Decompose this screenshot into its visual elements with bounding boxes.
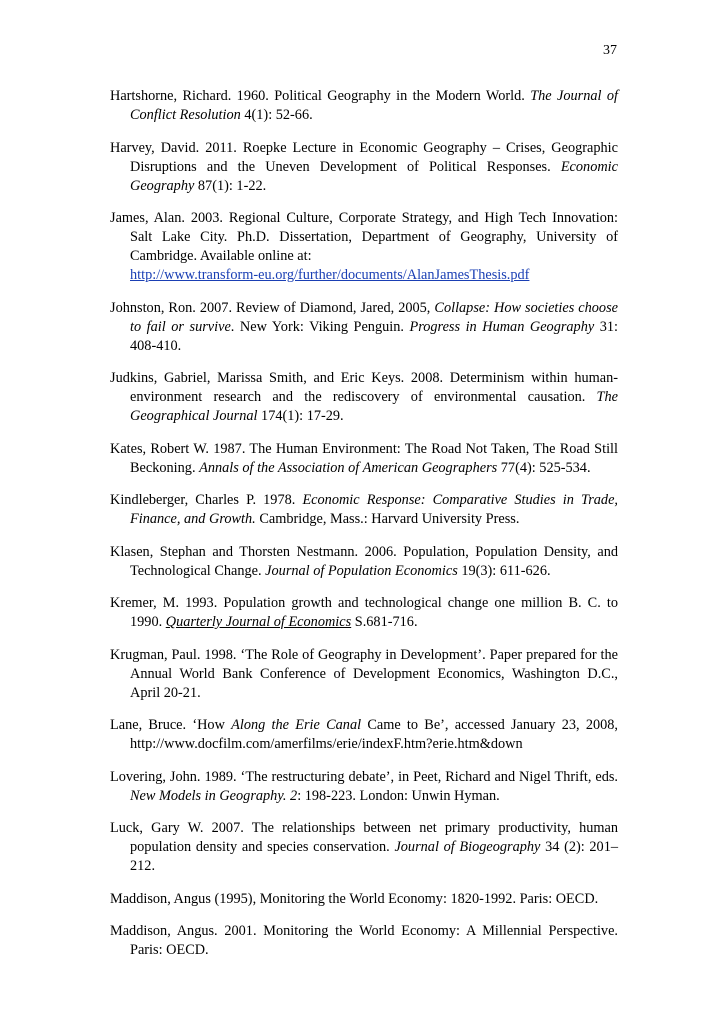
reference-text: Johnston, Ron. 2007. Review of Diamond, Jared, 2005, [110, 299, 435, 316]
reference-entry [110, 299, 618, 356]
reference-italic-title: Annals of the Association of American Geographers [199, 459, 498, 476]
reference-text: : 198-223. London: Unwin Hyman. [297, 787, 500, 804]
reference-entry [110, 209, 618, 285]
page-number: 37 [603, 43, 617, 58]
reference-text: Luck, Gary W. 2007. The relationships between net primary productivity, human population density and species conservation. [110, 820, 618, 855]
reference-text: Klasen, Stephan and Thorsten Nestmann. 2006. Population, Population Density, and Technological Change. [110, 543, 618, 579]
reference-text: Came to Be’, accessed January 23, 2008, http://www.docfilm.com/amerfilms/erie/indexF.htm?erie.htm&down [130, 717, 618, 752]
reference-url-line [130, 266, 618, 285]
reference-text: 31: 408-410. [130, 318, 619, 354]
reference-italic-title: Along the Erie Canal [231, 717, 362, 733]
reference-entry [110, 594, 618, 632]
reference-text: Maddison, Angus. 2001. Monitoring the World Economy: A Millennial Perspective. Paris: OECD. [110, 923, 618, 958]
reference-text: Krugman, Paul. 1998. ‘The Role of Geography in Development’. Paper prepared for the Annual World Bank Conference of Development Economics, Washington D.C., April 20-21. [110, 646, 618, 701]
reference-entry [110, 440, 618, 478]
reference-entry [110, 768, 618, 806]
reference-entry [110, 890, 618, 909]
reference-italic-title: The Journal of Conflict Resolution [130, 88, 618, 123]
reference-entry [110, 819, 618, 876]
reference-text: . New York: Viking Penguin. [230, 318, 410, 335]
reference-entry [110, 491, 618, 529]
reference-text: Kremer, M. 1993. Population growth and technological change one million B. C. to 1990. [110, 595, 618, 630]
reference-italic-title: Journal of Biogeography [394, 839, 541, 855]
reference-italic-title: Economic Response: Comparative Studies in Trade, Finance, and Growth. [130, 492, 618, 527]
reference-entry [110, 646, 618, 703]
reference-text: 174(1): 17-29. [257, 408, 344, 424]
reference-entry [110, 139, 618, 196]
reference-text: 77(4): 525-534. [497, 459, 591, 476]
reference-text: 34 (2): 201–212. [130, 839, 618, 874]
reference-entry [110, 87, 618, 125]
reference-text: Cambridge, Mass.: Harvard University Press. [255, 511, 520, 527]
reference-italic-title: Quarterly Journal of Economics [165, 614, 352, 630]
reference-italic-title: New Models in Geography. 2 [130, 787, 298, 804]
reference-italic-title: Economic Geography [130, 158, 618, 194]
reference-link[interactable]: http://www.transform-eu.org/further/documents/AlanJamesThesis.pdf [130, 267, 530, 283]
reference-entry [110, 716, 618, 754]
reference-text: 87(1): 1-22. [194, 177, 267, 194]
reference-text: 19(3): 611-626. [457, 562, 551, 579]
reference-text: Lane, Bruce. ‘How [110, 717, 232, 733]
reference-entry [110, 369, 618, 426]
reference-italic-title: The Geographical Journal [130, 389, 618, 424]
reference-entry [110, 922, 618, 960]
reference-text: S.681-716. [351, 614, 418, 630]
reference-italic-title: Collapse: How societies choose to fail or survive [130, 299, 618, 335]
reference-text: Kates, Robert W. 1987. The Human Environment: The Road Not Taken, The Road Still Beckoning. [110, 440, 618, 476]
reference-text: Harvey, David. 2011. Roepke Lecture in Economic Geography – Crises, Geographic Disruptions and the Uneven Development of Political Responses. [110, 139, 618, 175]
reference-text: Maddison, Angus (1995), Monitoring the World Economy: 1820-1992. Paris: OECD. [110, 890, 599, 907]
reference-list [110, 87, 618, 974]
reference-text: Lovering, John. 1989. ‘The restructuring debate’, in Peet, Richard and Nigel Thrift, eds. [110, 768, 618, 785]
reference-text: Hartshorne, Richard. 1960. Political Geography in the Modern World. [110, 88, 531, 104]
reference-italic-title: Journal of Population Economics [265, 562, 458, 579]
reference-text: James, Alan. 2003. Regional Culture, Corporate Strategy, and High Tech Innovation: Salt Lake City. Ph.D. Dissertation, Department of Geography, University of Cambridge. Available online at: [110, 210, 618, 264]
reference-entry [110, 543, 618, 581]
reference-italic-title: Progress in Human Geography [409, 318, 595, 335]
reference-text: Judkins, Gabriel, Marissa Smith, and Eric Keys. 2008. Determinism within human-environment research and the rediscovery of environmental causation. [110, 370, 618, 405]
reference-text: 4(1): 52-66. [240, 107, 313, 123]
reference-text: Kindleberger, Charles P. 1978. [110, 492, 303, 508]
